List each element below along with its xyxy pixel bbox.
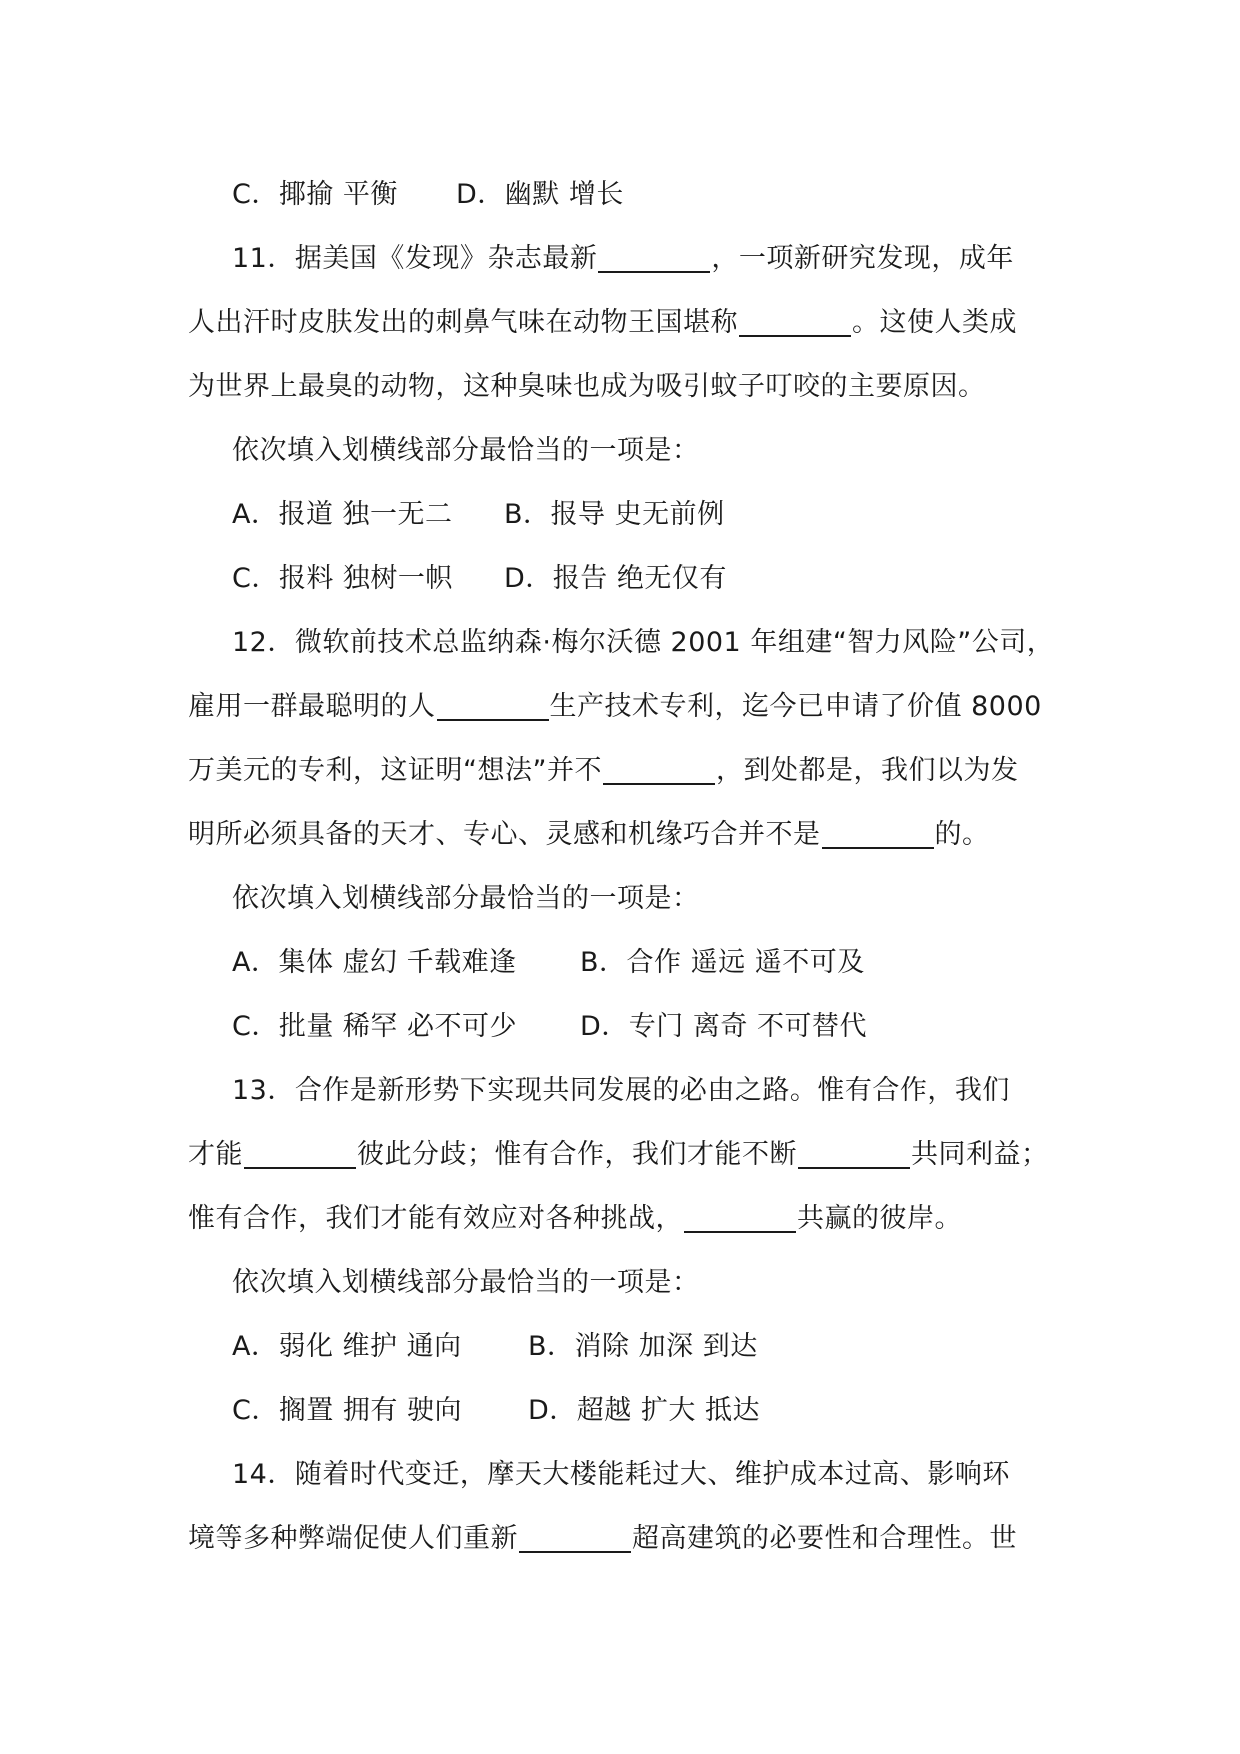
text-segment: 惟有合作，我们才能有效应对各种挑战，	[188, 1203, 683, 1234]
text-segment: 彼此分歧；惟有合作，我们才能不断	[357, 1139, 797, 1170]
question-13-line-1	[232, 1066, 1112, 1116]
text-segment: 人出汗时皮肤发出的刺鼻气味在动物王国堪称	[188, 307, 738, 338]
question-12-line-3	[188, 746, 1068, 796]
option-c: C．搁置 拥有 驶向	[232, 1395, 463, 1426]
prompt-text: 依次填入划横线部分最恰当的一项是：	[232, 883, 700, 914]
option-row	[232, 490, 1112, 540]
option-row	[232, 1002, 1112, 1052]
option-c: C．批量 稀罕 必不可少	[232, 1011, 518, 1042]
prompt-text: 依次填入划横线部分最恰当的一项是：	[232, 1267, 700, 1298]
text-segment: 为世界上最臭的动物，这种臭味也成为吸引蚊子叮咬的主要原因。	[188, 371, 986, 402]
blank-line	[684, 1201, 796, 1233]
blank-line	[244, 1137, 356, 1169]
text-segment: 11．据美国《发现》杂志最新	[232, 243, 598, 274]
option-b: B．合作 遥远 遥不可及	[580, 947, 865, 978]
option-row	[232, 554, 1112, 604]
option-a: A．报道 独一无二	[232, 499, 453, 530]
option-a: A．集体 虚幻 千载难逢	[232, 947, 517, 978]
blank-line	[603, 753, 715, 785]
question-13-line-3	[188, 1194, 1068, 1244]
text-segment: 才能	[188, 1139, 243, 1170]
option-d: D．幽默 增长	[456, 179, 624, 210]
option-c: C．揶揄 平衡	[232, 179, 398, 210]
question-14-line-1	[232, 1450, 1112, 1500]
text-segment: 共同利益；	[911, 1139, 1049, 1170]
text-segment: ，到处都是，我们以为发	[715, 755, 1019, 786]
blank-line	[437, 689, 549, 721]
blank-line	[739, 305, 851, 337]
question-12-line-1	[232, 618, 1112, 668]
text-segment: 12．微软前技术总监纳森·梅尔沃德 2001 年组建“智力风险”公司，	[232, 627, 1055, 658]
option-c: C．报料 独树一帜	[232, 563, 453, 594]
option-row	[232, 938, 1112, 988]
option-d: D．超越 扩大 抵达	[528, 1395, 760, 1426]
question-11-line-1	[232, 234, 1112, 284]
question-14-line-2	[188, 1514, 1068, 1564]
option-b: B．报导 史无前例	[504, 499, 725, 530]
question-13-prompt	[232, 1258, 1112, 1308]
option-row	[232, 1386, 1112, 1436]
question-12-line-2	[188, 682, 1068, 732]
option-a: A．弱化 维护 通向	[232, 1331, 462, 1362]
option-row	[232, 1322, 1112, 1372]
text-segment: 共赢的彼岸。	[797, 1203, 962, 1234]
text-segment: 。这使人类成	[852, 307, 1017, 338]
text-segment: ，一项新研究发现，成年	[711, 243, 1014, 274]
text-segment: 13．合作是新形势下实现共同发展的必由之路。惟有合作，我们	[232, 1075, 1010, 1106]
question-11-prompt	[232, 426, 1112, 476]
question-11-line-3	[188, 362, 1068, 412]
text-segment: 的。	[934, 819, 990, 850]
prompt-text: 依次填入划横线部分最恰当的一项是：	[232, 435, 700, 466]
option-b: B．消除 加深 到达	[528, 1331, 758, 1362]
blank-line	[519, 1521, 631, 1553]
question-13-line-2	[188, 1130, 1068, 1180]
text-segment: 万美元的专利，这证明“想法”并不	[188, 755, 602, 786]
text-segment: 雇用一群最聪明的人	[188, 691, 436, 722]
text-segment: 生产技术专利，迄今已申请了价值 8000	[549, 691, 1042, 722]
option-d: D．报告 绝无仅有	[504, 563, 727, 594]
text-segment: 境等多种弊端促使人们重新	[188, 1523, 518, 1554]
question-11-line-2	[188, 298, 1068, 348]
text-segment: 14．随着时代变迁，摩天大楼能耗过大、维护成本过高、影响环	[232, 1459, 1010, 1490]
question-12-prompt	[232, 874, 1112, 924]
option-d: D．专门 离奇 不可替代	[580, 1011, 867, 1042]
blank-line	[798, 1137, 910, 1169]
blank-line	[598, 241, 710, 273]
question-12-line-4	[188, 810, 1068, 860]
blank-line	[822, 817, 934, 849]
text-segment: 超高建筑的必要性和合理性。世	[632, 1523, 1017, 1554]
text-segment: 明所必须具备的天才、专心、灵感和机缘巧合并不是	[188, 819, 821, 850]
option-row	[232, 170, 1112, 220]
